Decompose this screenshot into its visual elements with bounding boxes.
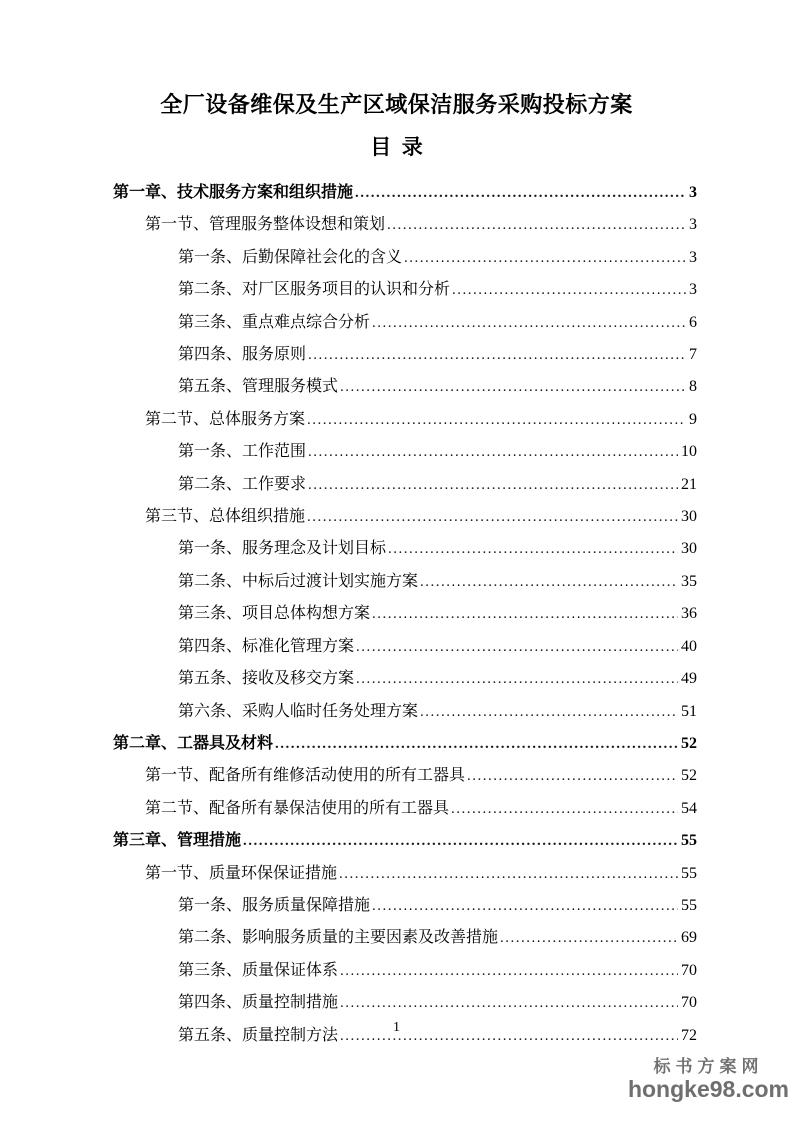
toc-entry[interactable] (113, 339, 697, 371)
dot-leader (372, 307, 686, 339)
dot-leader (404, 242, 686, 274)
toc-entry-label: 第一节、管理服务整体设想和策划 (145, 216, 386, 234)
page-number: 1 (393, 1020, 400, 1035)
dot-leader (339, 858, 678, 890)
toc-entry[interactable] (113, 793, 697, 825)
toc-entry-label: 第六条、采购人临时任务处理方案 (178, 702, 419, 720)
toc-page-number: 70 (681, 961, 697, 979)
dot-leader (420, 696, 678, 728)
toc-entry[interactable] (113, 696, 697, 728)
toc-entry-label: 第四条、标准化管理方案 (178, 637, 355, 655)
toc-page-number: 51 (681, 702, 697, 720)
dot-leader (340, 955, 678, 987)
dot-leader (387, 209, 686, 241)
toc-entry[interactable] (113, 209, 697, 241)
toc-page-number: 49 (681, 670, 697, 688)
toc-page-number: 72 (681, 1026, 697, 1044)
toc-entry-label: 第五条、管理服务模式 (178, 378, 339, 396)
toc-entry-label: 第二节、配备所有暴保洁使用的所有工器具 (145, 799, 450, 817)
toc-entry-label: 第二条、中标后过渡计划实施方案 (178, 572, 419, 590)
toc-entry[interactable] (113, 371, 697, 403)
dot-leader (372, 598, 678, 630)
toc-entry[interactable] (113, 404, 697, 436)
toc-entry[interactable] (113, 242, 697, 274)
document-title: 全厂设备维保及生产区域保洁服务采购投标方案 (160, 92, 633, 117)
toc-heading: 目 录 (370, 135, 423, 159)
toc-entry[interactable] (113, 890, 697, 922)
toc-page-number: 52 (681, 734, 697, 752)
toc-entry-label: 第一条、服务理念及计划目标 (178, 540, 387, 558)
toc-entry-label: 第二条、影响服务质量的主要因素及改善措施 (178, 929, 499, 947)
toc-entry-label: 第四条、服务原则 (178, 346, 307, 364)
dot-leader (308, 436, 678, 468)
dot-leader (275, 728, 678, 760)
toc-entry-label: 第一章、技术服务方案和组织措施 (113, 184, 354, 201)
toc-entry[interactable] (113, 177, 697, 209)
toc-entry[interactable] (113, 955, 697, 987)
dot-leader (452, 274, 686, 306)
toc-entry[interactable] (113, 825, 697, 857)
toc-entry-label: 第三章、管理措施 (113, 832, 242, 850)
toc-page-number: 30 (681, 540, 697, 558)
dot-leader (308, 469, 678, 501)
toc-page-number: 3 (689, 184, 697, 201)
toc-page-number: 35 (681, 572, 697, 590)
toc-page-number: 30 (681, 508, 697, 526)
dot-leader (308, 339, 686, 371)
toc-entry-label: 第一条、工作范围 (178, 443, 307, 461)
toc-entry-label: 第三条、质量保证体系 (178, 961, 339, 979)
toc-entry[interactable] (113, 533, 697, 565)
toc-entry[interactable] (113, 858, 697, 890)
dot-leader (356, 663, 678, 695)
toc-page-number: 52 (681, 767, 697, 785)
toc-entry[interactable] (113, 469, 697, 501)
toc-entry-label: 第二条、工作要求 (178, 475, 307, 493)
dot-leader (307, 501, 678, 533)
toc-page-number: 9 (689, 410, 697, 428)
toc-entry[interactable] (113, 566, 697, 598)
watermark-site-name: 标书方案网 (653, 1057, 764, 1076)
dot-leader (307, 404, 686, 436)
watermark-site-url: hongke98.com (627, 1075, 789, 1102)
toc-entry-label: 第三条、重点难点综合分析 (178, 313, 371, 331)
dot-leader (451, 793, 678, 825)
toc-entry-label: 第二条、对厂区服务项目的认识和分析 (178, 281, 451, 299)
toc-page-number: 7 (689, 346, 697, 364)
toc-entry[interactable] (113, 728, 697, 760)
toc-entry[interactable] (113, 436, 697, 468)
toc-page-number: 36 (681, 605, 697, 623)
toc-page-number: 3 (689, 281, 697, 299)
toc-page-number: 40 (681, 637, 697, 655)
toc-entry[interactable] (113, 274, 697, 306)
dot-leader (388, 533, 678, 565)
toc-entry[interactable] (113, 631, 697, 663)
dot-leader (500, 922, 678, 954)
toc-entry[interactable] (113, 663, 697, 695)
toc-entry-label: 第三条、项目总体构想方案 (178, 605, 371, 623)
toc-page-number: 70 (681, 994, 697, 1012)
dot-leader (372, 890, 678, 922)
toc-entry-label: 第一条、服务质量保障措施 (178, 896, 371, 914)
toc-page-number: 10 (681, 443, 697, 461)
dot-leader (356, 631, 678, 663)
toc-page-number: 69 (681, 929, 697, 947)
toc-entry-label: 第二章、工器具及材料 (113, 734, 274, 752)
toc-page-number: 3 (689, 216, 697, 234)
dot-leader (243, 825, 678, 857)
toc-entry-label: 第一节、配备所有维修活动使用的所有工器具 (145, 767, 466, 785)
toc-page-number: 55 (681, 864, 697, 882)
toc-entry-label: 第五条、接收及移交方案 (178, 670, 355, 688)
toc-entry[interactable] (113, 760, 697, 792)
toc-page-number: 8 (689, 378, 697, 396)
toc-page-number: 55 (681, 896, 697, 914)
toc-entry-label: 第一节、质量环保保证措施 (145, 864, 338, 882)
toc-entry[interactable] (113, 598, 697, 630)
toc-list (0, 177, 793, 1052)
dot-leader (467, 760, 678, 792)
dot-leader (420, 566, 678, 598)
toc-entry-label: 第一条、后勤保障社会化的含义 (178, 248, 403, 266)
toc-entry-label: 第五条、质量控制方法 (178, 1026, 339, 1044)
toc-entry[interactable] (113, 922, 697, 954)
toc-entry-label: 第二节、总体服务方案 (145, 410, 306, 428)
toc-page-number: 3 (689, 248, 697, 266)
toc-page-number: 6 (689, 313, 697, 331)
toc-entry-label: 第四条、质量控制措施 (178, 994, 339, 1012)
toc-page-number: 54 (681, 799, 697, 817)
toc-page-number: 21 (681, 475, 697, 493)
toc-entry-label: 第三节、总体组织措施 (145, 508, 306, 526)
toc-entry[interactable] (113, 987, 697, 1019)
dot-leader (355, 177, 686, 209)
dot-leader (340, 987, 678, 1019)
toc-entry[interactable] (113, 307, 697, 339)
toc-page-number: 55 (681, 832, 697, 850)
dot-leader (340, 371, 686, 403)
toc-entry[interactable] (113, 501, 697, 533)
watermark-logo (628, 1058, 789, 1102)
